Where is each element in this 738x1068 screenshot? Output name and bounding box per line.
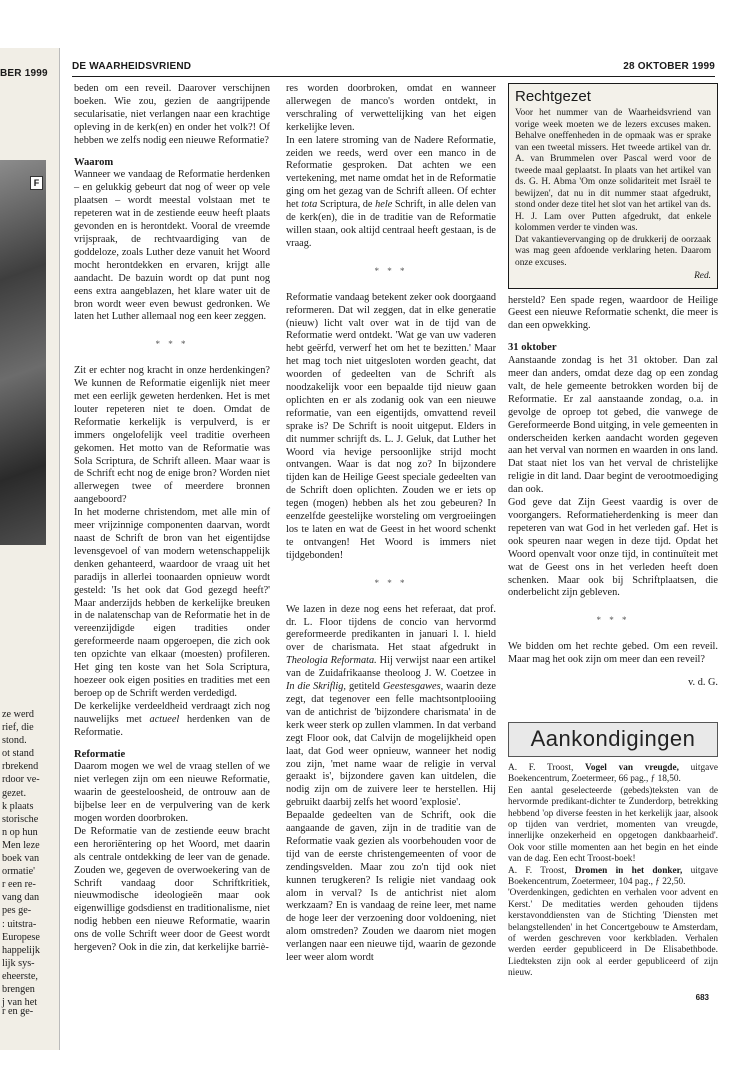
previous-line: eheerste,: [2, 970, 38, 982]
previous-line: vang dan: [2, 892, 40, 904]
previous-line: rbrekend: [2, 761, 39, 773]
previous-line: Men leze: [2, 839, 40, 851]
paragraph: Reformatie vandaag betekent zeker ook doorgaand reformeren. Dat wil zeggen, dat in elke generatie (nieuw) licht valt over wat in de tijd van de Reformatie werd ontdekt. 'Wat ge van uw vaderen hebt geërfd, verwerf het om het te bezitten.' Maar het mag toch niet uitgesloten worden geacht, dat woorden of gedeelten van de Schrift als noodzakelijk voor een bepaalde tijd nieuw gaan oplichten en er als zodanig ook van een nieuwe reformatie, van een eigentijds, omvattend reveil sprake is? De Schrift is nooit uitgeput. Elders in dit nummer schrijft ds. L. J. Geluk, dat Luther het Woord via hevige persoonlijke strijd mocht ontvangen. Waar is dat nog zo? In bijzondere tijden kan de Heilige Geest speciale gedeelten van de Schrift doen oplichten. Zouden we er iets op tegen (mogen) hebben als het zou gebeuren? In eenzelfde geestelijke worsteling om vergroeiingen los te laten en wat de Geest in het woord schenkt te ontvangen! Het Woord is immers niet tijdgebonden!: [286, 291, 496, 561]
paragraph: res worden doorbroken, omdat en wanneer allerwegen de manco's worden ontdekt, in verschraling of verwettelijking van het eigen kerkelijke leven.: [286, 83, 496, 133]
previous-line: ze werd: [2, 709, 34, 720]
paragraph: Aanstaande zondag is het 31 oktober. Dan zal meer dan anders, omdat deze dag op een zondag valt, de hele gemeente betrokken worden bij de Reformatie. Er zal aanstaande zondag, o.a. in gevolge de oproep tot gebed, die vanwege de Gereformeerde Bond uitging, in vele gemeenten in onderscheiden kerken aandacht worden gegeven aan het verval van normen en waarden in ons land. Dat staat niet los van het verval de christelijke religie in dit land. Daar begint de verootmoediging dan ook.: [508, 355, 718, 496]
previous-line: storische: [2, 813, 39, 825]
paragraph: Wanneer we vandaag de Reformatie herdenken – en gelukkig gebeurt dat nog of weer op vele plaatsen – wordt meestal volstaan met te repeteren wat in de zestiende eeuw heeft plaats gevonden en is herontdekt. Vooral de vreemde vrijspraak, de rechtvaardiging van de goddeloze, zoals Luther deze vanuit het Woord mocht herontdekken en ervaren, krijgt alle aandacht. De bazuin wordt op dat punt nog eens extra aangeblazen, het klare water uit de bron wordt weer even bewust gedronken. We laten het Luther allemaal nog een keer zeggen.: [74, 169, 270, 323]
author-signature: v. d. G.: [688, 677, 718, 689]
column-3: [508, 83, 718, 980]
paragraph: We lazen in deze nog eens het referaat, dat prof. dr. L. Floor tijdens de concio van hervormd gereformeerde predikanten in januari l. l. hield over de charismata. Het staat afgedrukt in Theologia Reformata. Hij verwijst naar een artikel van de Zuidafrikaanse theoloog J. W. Coetzee in In die Skriflig, getiteld Geestesgawes, waarin deze zegt, dat tegenover een felle machtsontplooiing van de antichrist de 'bijzondere charismata' in de kerk weer sterk op zullen vlammen. In dat verband zegt Floor ook, dat Calvijn de mogelijkheid open laat, dat God weer opnieuw, wanneer het nodig zou zijn, 'met name waar de religie in verval geraakt is', bijzondere gaven kan uitdelen, die nodig zijn om de zuivere leer te herstellen. Hij gebruikt daarbij zelfs het woord 'explosie'.: [286, 603, 496, 809]
correction-text: Dat vakantievervanging op de drukkerij de oorzaak was mag geen afdoende verklaring heten. Daarom onze excuses.: [515, 234, 711, 268]
column-1: [74, 83, 270, 955]
announcement-item: A. F. Troost, Vogel van vreugde, uitgave Boekencentrum, Zoetermeer, 66 pag., ƒ 18,50.: [508, 762, 718, 785]
announcement-description: 'Overdenkingen, gedichten en verhalen voor advent en Kerst.' De meditaties werden gehouden tijdens kerstavonddiensten van de Stichting 'Diensten met belangstellenden' in het Concertgebouw te Amsterdam, of werden geschreven voor kerkbladen. Verhalen werden eerder gepubliceerd in De Elisabethbode. Liedteksten zijn ook al eerder gepubliceerd of zijn nieuw.: [508, 888, 718, 979]
running-header: [72, 61, 715, 77]
previous-line: Europese: [2, 931, 40, 943]
previous-line: pes ge-: [2, 905, 32, 917]
previous-page-strip: [0, 48, 60, 1050]
subheading-31-oktober: 31 oktober: [508, 342, 557, 354]
column-2: [286, 83, 496, 965]
paragraph: God geve dat Zijn Geest vaardig is over de voorgangers. Reformatieherdenking is meer dan repeteren van wat God in het verleden gaf. Het is ook speuren naar wegen in deze tijd. Opdat het Woord openvalt voor onze tijd, in continuïteit met wat de Geest ons in het verleden heeft doen schenken. Maar ook bij Schriftplaatsen, die onderbelicht zijn gebleven.: [508, 497, 718, 599]
previous-line: ormatie': [2, 866, 35, 878]
subheading-reformatie: Reformatie: [74, 748, 126, 760]
paragraph: In het moderne christendom, met alle min of meer vrijzinnige componenten daarvan, wordt naast de Schrift de bron van het eigentijdse levensgevoel of van modern wetenschappelijk denken gehanteerd, waardoor de vraag uit het paradijs in allerlei toonaarden opnieuw wordt gesteld: 'Is het ook dat God gezegd heeft?' Maar anderzijds hebben de kerkelijke breuken in de nalatenschap van de Reformatie het in de vereenzijdigde eigen tradities onder gereformeerde naam opgeroepen, die zich ook ten opzichte van elkaar (moesten) profileren. Het ging ten koste van het Sola Scriptura, hoezeer ook eigen posities en tradities met een beroep op de Schrift werden verdedigd.: [74, 507, 270, 699]
page-number: 683: [695, 993, 709, 1002]
paragraph: Zit er echter nog kracht in onze herdenkingen? We kunnen de Reformatie eigenlijk niet meer met een eerlijk geweten herdenken. Het is met louter repeteren niet te doen. Omdat de Reformatie kerkelijk is verpulverd, is er immers ongelofelijk veel traditie overheen gekomen. Het motto van de Reformatie was Sola Scriptura, de Schrift alleen. Maar waar is de Schrift echt nog de enige bron? Worden niet allerwegen twee of meerdere bronnen aangeboord?: [74, 365, 270, 506]
previous-line: rdoor ve-: [2, 774, 40, 786]
announcement-description: Een aantal geselecteerde (gebeds)teksten van de hervormde predikant-dichter te Zunderdorp, betrekking hebbend 'op diverse feesten in het kerkelijk jaar, alsook op tijden van verdriet, momenten van vreugde, innerlijke onzekerheid en opgetogen dankbaarheid'. Ook voor stille momenten aan het begin en het einde van de dag. Een echt Troost-boek!: [508, 785, 718, 865]
announcements-list: [508, 763, 718, 980]
previous-line: happelijk: [2, 944, 40, 956]
paragraph: De kerkelijke verdeeldheid verdraagt zich nog nauwelijks met actueel herdenken van de Reformatie.: [74, 700, 270, 738]
section-break: * * *: [374, 265, 408, 276]
paragraph: Daarom mogen we wel de vraag stellen of we niet verlegen zijn om een nieuwe Reformatie, waarin de geesteloosheid, de ontrouw aan de bijbelse leer en de verpulvering van de kerk mogen worden doorbroken.: [74, 761, 270, 825]
paragraph: beden om een reveil. Daarover verschijnen boeken. Wie zou, gezien de aangrijpende secularisatie, niet verlangen naar een krachtige opleving in de kerk(en) en onder het volk?! Of hebben we zelfs nodig een nieuwe Reformatie?: [74, 83, 270, 146]
previous-line: boek van: [2, 853, 40, 865]
paragraph: hersteld? Een spade regen, waardoor de Heilige Geest een nieuwe Reformatie schenkt, die meer is dan een opwekking.: [508, 294, 718, 332]
previous-page-tail: r en ge-: [2, 1006, 34, 1017]
paragraph: We bidden om het rechte gebed. Om een reveil. Maar mag het ook zijn om meer dan een reveil?: [508, 641, 718, 666]
previous-line: j van het: [2, 997, 38, 1009]
previous-line: lijk sys-: [2, 957, 35, 969]
issue-date: 28 OKTOBER 1999: [623, 61, 715, 72]
paragraph: In een latere stroming van de Nadere Reformatie, zeiden we reeds, werd over een manco in de Reformatie gesproken. Dat achten we een vertekening, met name omdat het in de Reformatie ging om het gezag van de Schrift alleen. Of echter het tota Scriptura, de hele Schrift, in alle delen van de kerk(en), die in de traditie van de Reformatie willen staan, ook altijd centraal heeft gestaan, is de vraag.: [286, 134, 496, 249]
previous-line: : uitstra-: [2, 918, 37, 930]
subheading-waarom: Waarom: [74, 156, 114, 168]
book-title: Vogel van vreugde,: [585, 762, 679, 773]
correction-signature: Red.: [694, 271, 711, 281]
correction-text: Voor het nummer van de Waarheidsvriend van vorige week moeten we de lezers excuses maken. Behalve oneffenheden in de opmaak was er sprake van een tweetal missers. Het tweede artikel van dr. A. van Brummelen over Pascal werd voor de tweede maal geplaatst. In plaats van het artikel van ds. G. H. Abma 'Om onze solidariteit met Israël te bewijzen', dat nu in dit nummer staat afgedrukt, stond onder deze titel het slot van het artikel van ds. H. J. Lam over Putten afgedrukt, dat enkele kolommen verder te vinden was.: [515, 108, 711, 233]
section-break: * * *: [596, 615, 630, 626]
announcements-banner: Aankondigingen: [508, 722, 718, 757]
book-title: Dromen in het donker,: [574, 865, 683, 876]
previous-line: rief, die: [2, 722, 34, 734]
paragraph: Bepaalde gedeelten van de Schrift, ook die aangaande de gaven, zijn in de traditie van de Reformatie vaak gezien als voorbehouden voor de tijd van de eerste christengemeenten of voor de zendingsvelden. Maar zou zo'n tijd ook niet kunnen terugkeren? Is religie niet vandaag ook alom in verval? Is de antichrist niet alom werkzaam? En is vandaag de reine leer, met name de hoge leer der verzoening door voldoening, niet alom omstreden? Zouden we daarom niet mogen verlangen naar een nieuwe tijd, waarin de gezonde leer weer alom wordt: [286, 810, 496, 964]
section-break: * * *: [374, 577, 408, 588]
previous-line: stond.: [2, 735, 27, 747]
previous-line: k plaats: [2, 800, 34, 812]
portrait-photo: [0, 160, 46, 545]
paragraph: De Reformatie van de zestiende eeuw bracht een heroriëntering op het Woord, met daarin als centrale ontdekking de leer van de genade. Zouden we, gegeven de overwoekering van de Schrift vandaag door Schriftkritiek, nieuwmodische ideologieën maar ook eigenwillige godsdienst en traditionalisme, niet nodig hebben een nieuwe Reformatie, waarin ons de volle Schrift weer door de Geest wordt hergeven? Ook in die zin, dat kerkelijke barriè-: [74, 825, 270, 954]
previous-line: n op hun: [2, 826, 38, 838]
previous-line: r een re-: [2, 879, 36, 891]
magazine-page: [60, 48, 727, 1050]
previous-line: gezet.: [2, 787, 27, 799]
photo-badge: F: [30, 176, 43, 190]
header-rule: [72, 76, 715, 77]
announcement-item: A. F. Troost, Dromen in het donker, uitgave Boekencentrum, Zoetermeer, 104 pag., ƒ 22,50.: [508, 865, 718, 888]
section-break: * * *: [155, 339, 189, 350]
previous-line: ot stand: [2, 748, 34, 760]
publication-name: DE WAARHEIDSVRIEND: [72, 61, 192, 72]
correction-box: [508, 83, 718, 289]
previous-page-text: [2, 708, 58, 1009]
previous-line: brengen: [2, 983, 35, 995]
correction-title: Rechtgezet: [515, 88, 591, 105]
previous-page-header: BER 1999: [0, 68, 48, 79]
